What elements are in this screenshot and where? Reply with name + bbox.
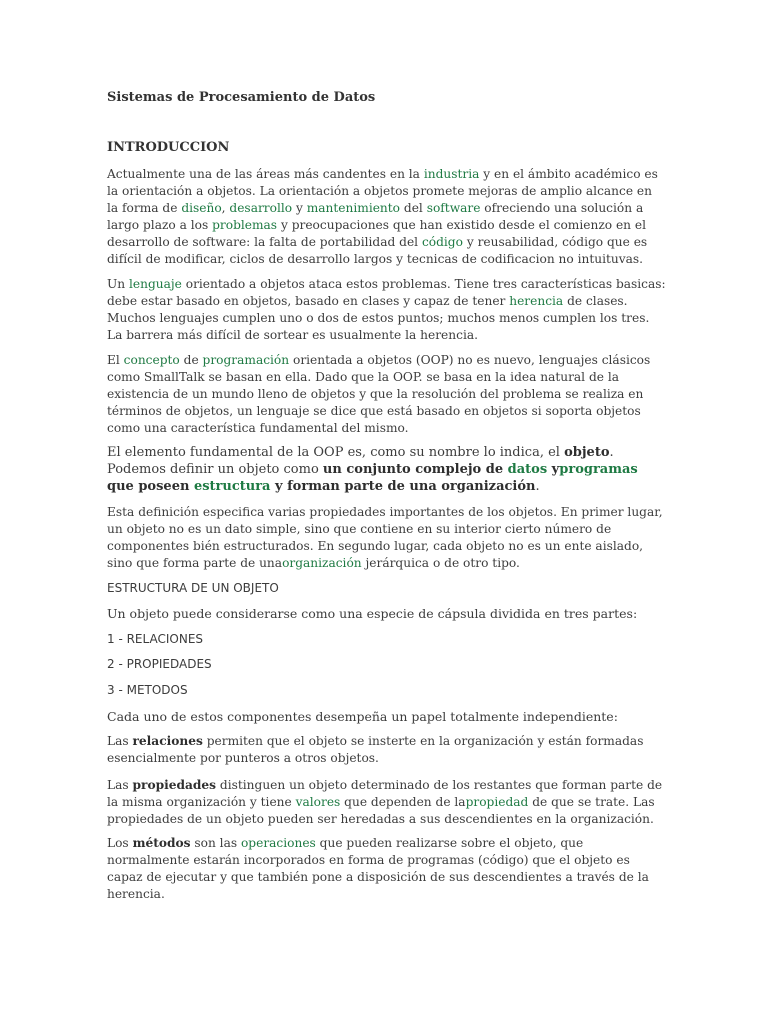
capsula-line: Un objeto puede considerarse como una especie de cápsula dividida en tres partes:	[107, 606, 638, 621]
paragraph-relaciones	[107, 733, 667, 767]
bold-metodos: métodos	[132, 836, 191, 850]
link-codigo[interactable]: código	[421, 235, 463, 249]
estructura-heading: ESTRUCTURA DE UN OBJETO	[107, 581, 279, 595]
text: . Podemos definir un objeto como	[107, 445, 614, 477]
text: ofreciendo una solución a largo plazo a los	[107, 201, 644, 232]
link-organizacion[interactable]: organización	[282, 556, 362, 570]
text: son las	[190, 836, 241, 850]
link-industria[interactable]: industria	[423, 167, 480, 181]
bold-objeto: objeto	[564, 445, 610, 460]
link-estructura[interactable]: estructura	[193, 479, 271, 494]
paragraph-elemento	[107, 444, 667, 495]
text: Esta definición especifica varias propiedades importantes de los objetos. En primer lugar, un objeto no es un dato simple, sino que contiene en su interior cierto número de componentes bién estructurados. En segundo lugar, cada objeto no es un ente aislado, sino que forma parte de una	[107, 505, 663, 570]
link-propiedad[interactable]: propiedad	[465, 795, 529, 809]
list-item-metodos: 3 - METODOS	[107, 683, 188, 697]
paragraph-metodos	[107, 835, 667, 903]
text: y	[292, 201, 307, 215]
text: El	[107, 353, 124, 367]
text: .	[535, 479, 540, 494]
text: orientada a objetos (OOP) no es nuevo, lenguajes clásicos como SmallTalk se basan en ella. Dado que la OOP. se basa en la idea natural de la existencia de un mundo lleno de objetos y que la resolución del problema se realiza en términos de objetos, un lenguaje se dice que está basado en objetos si soporta objetos como una característica fundamental del mismo.	[107, 353, 651, 435]
link-programacion[interactable]: programación	[202, 353, 290, 367]
link-diseno[interactable]: diseño	[181, 201, 222, 215]
text: orientado a objetos ataca estos problemas. Tiene tres características basicas: debe estar basado en objetos, basado en clases y capaz de tener	[107, 277, 666, 308]
link-herencia[interactable]: herencia	[509, 294, 564, 308]
link-problemas[interactable]: problemas	[212, 218, 278, 232]
link-software[interactable]: software	[426, 201, 481, 215]
intro-heading: INTRODUCCION	[107, 140, 230, 155]
link-desarrollo[interactable]: desarrollo	[229, 201, 293, 215]
link-programas[interactable]: programas	[559, 462, 638, 477]
text: y en el ámbito académico es la orientación a objetos. La orientación a objetos promete mejoras de amplio alcance en la forma de	[107, 167, 658, 215]
text: y	[547, 462, 560, 477]
text: permiten que el objeto se insterte en la organización y están formadas esencialmente por punteros a otros objetos.	[107, 734, 644, 765]
paragraph-concepto	[107, 352, 667, 437]
paragraph-definicion	[107, 504, 667, 572]
link-lenguaje[interactable]: lenguaje	[129, 277, 182, 291]
text: Las	[107, 778, 133, 792]
text: y forman parte de una organización	[270, 479, 536, 494]
text: que dependen de la	[340, 795, 466, 809]
paragraph-propiedades	[107, 777, 667, 828]
link-mantenimiento[interactable]: mantenimiento	[306, 201, 401, 215]
bold-relaciones: relaciones	[132, 734, 203, 748]
text: El elemento fundamental de la OOP es, como su nombre lo indica, el	[107, 445, 565, 460]
text: que poseen	[107, 479, 194, 494]
link-operaciones[interactable]: operaciones	[240, 836, 316, 850]
paragraph-lenguaje	[107, 276, 667, 344]
paragraph-intro	[107, 166, 667, 268]
text: de que se trate. Las propiedades de un objeto pueden ser heredadas a sus descendientes en la organización.	[107, 795, 655, 826]
text: Las	[107, 734, 133, 748]
list-item-propiedades: 2 - PROPIEDADES	[107, 657, 212, 671]
list-item-relaciones: 1 - RELACIONES	[107, 632, 204, 646]
text: distinguen un objeto determinado de los restantes que forman parte de la misma organización y tiene	[107, 778, 663, 809]
link-concepto[interactable]: concepto	[123, 353, 180, 367]
link-valores[interactable]: valores	[295, 795, 341, 809]
text: del	[400, 201, 427, 215]
document-title: Sistemas de Procesamiento de Datos	[107, 90, 376, 105]
text: un conjunto complejo de	[322, 462, 508, 477]
text: que pueden realizarse sobre el objeto, que normalmente estarán incorporados en forma de programas (código) que el objeto es capaz de ejecutar y que también pone a disposición de sus descendientes a través de la herencia.	[107, 836, 649, 901]
text: ,	[221, 201, 230, 215]
text: de clases. Muchos lenguajes cumplen uno o dos de estos puntos; muchos menos cumplen los tres. La barrera más difícil de sortear es usualmente la herencia.	[107, 294, 650, 342]
text: de	[179, 353, 203, 367]
independiente-line: Cada uno de estos componentes desempeña un papel totalmente independiente:	[107, 709, 618, 724]
text: Un	[107, 277, 129, 291]
text: Actualmente una de las áreas más candentes en la	[107, 167, 424, 181]
link-datos[interactable]: datos	[507, 462, 548, 477]
text: Los	[107, 836, 133, 850]
text: jerárquica o de otro tipo.	[361, 556, 520, 570]
text: y reusabilidad, código que es difícil de modificar, ciclos de desarrollo largos y tecnicas de codificacion no intuituvas.	[107, 235, 648, 266]
text: y preocupaciones que han existido desde el comienzo en el desarrollo de software: la falta de portabilidad del	[107, 218, 647, 249]
bold-propiedades: propiedades	[132, 778, 217, 792]
